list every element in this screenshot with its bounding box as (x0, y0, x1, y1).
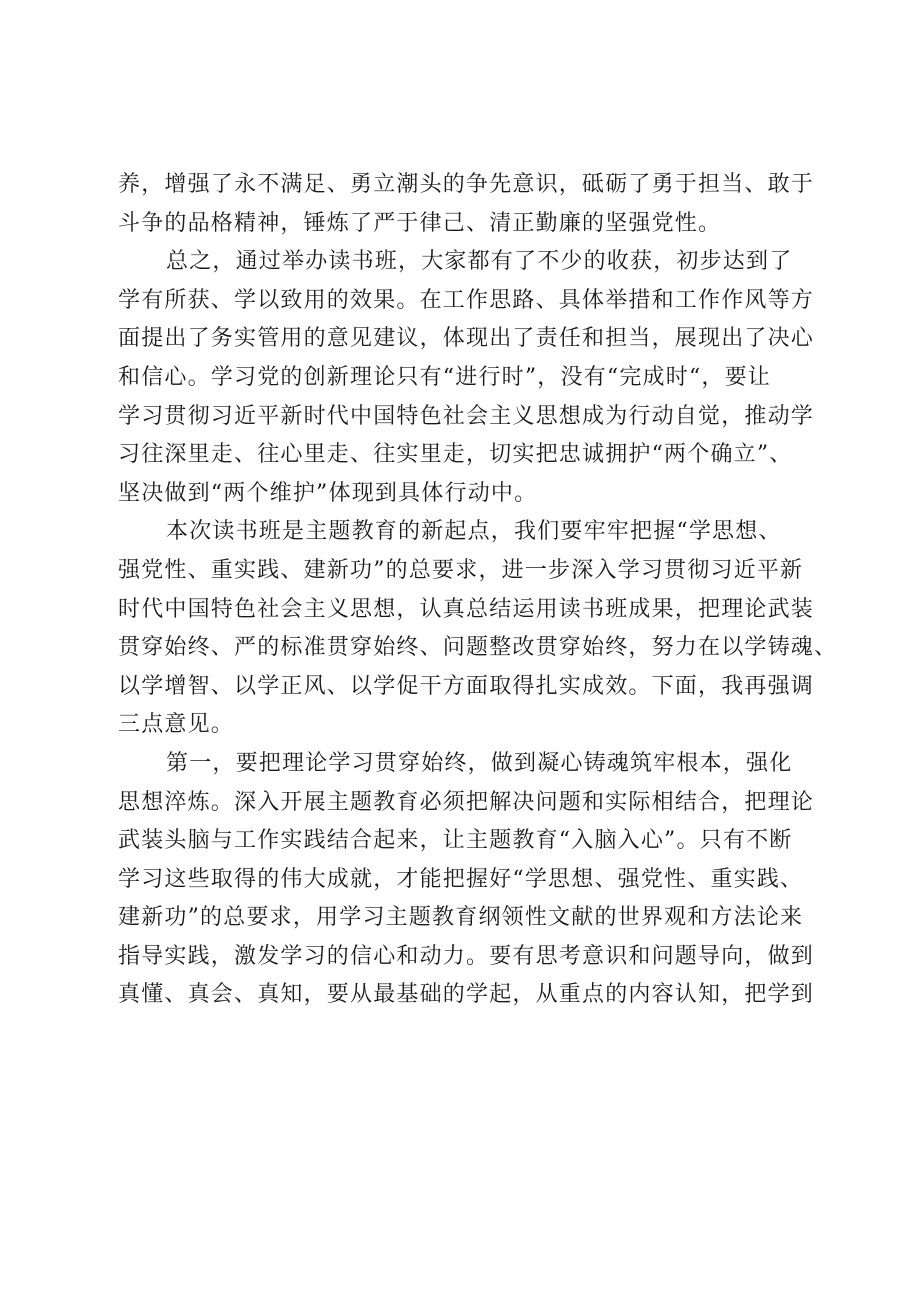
text-line: 指导实践，激发学习的信心和动力。要有思考意识和问题导向，做到 (118, 943, 815, 969)
text-line: 习往深里走、往心里走、往实里走，切实把忠诚拥护“两个确立”、 (118, 442, 793, 468)
text-line: 斗争的品格精神，锤炼了严于律己、清正勤廉的坚强党性。 (118, 210, 722, 236)
text-line: 面提出了务实管用的意见建议，体现出了责任和担当，展现出了决心 (118, 326, 815, 352)
text-line: 强党性、重实践、建新功”的总要求，进一步深入学习贯彻习近平新 (118, 557, 804, 583)
text-line: 坚决做到“两个维护”体现到具体行动中。 (118, 480, 538, 506)
paragraph-start-line: 第一，要把理论学习贯穿始终，做到凝心铸魂筑牢根本，强化 (166, 750, 793, 776)
document-body (118, 166, 838, 1015)
text-line: 和信心。学习党的创新理论只有“进行时”，没有“完成时“，要让 (118, 364, 771, 390)
text-line: 养，增强了永不满足、勇立潮头的争先意识，砥砺了勇于担当、敢于 (118, 172, 815, 197)
text-line: 三点意见。 (118, 712, 235, 738)
text-line: 学有所获、学以致用的效果。在工作思路、具体举措和工作作风等方 (118, 287, 815, 313)
text-line: 以学增智、以学正风、以学促干方面取得扎实成效。下面，我再强调 (118, 673, 815, 699)
paragraph-start-line: 本次读书班是主题教育的新起点，我们要牢牢把握“学思想、 (166, 519, 782, 545)
paragraph-start-line: 总之，通过举办读书班，大家都有了不少的收获，初步达到了 (166, 249, 793, 275)
text-line: 思想淬炼。深入开展主题教育必须把解决问题和实际相结合，把理论 (118, 789, 815, 815)
text-line: 学习这些取得的伟大成就，才能把握好“学思想、强党性、重实践、 (118, 866, 804, 892)
text-line: 真懂、真会、真知，要从最基础的学起，从重点的内容认知，把学到 (118, 982, 815, 1008)
text-line: 时代中国特色社会主义思想，认真总结运用读书班成果，把理论武装 (118, 596, 815, 622)
text-line: 学习贯彻习近平新时代中国特色社会主义思想成为行动自觉，推动学 (118, 403, 815, 429)
text-line: 武装头脑与工作实践结合起来，让主题教育“入脑入心”。只有不断 (118, 828, 793, 854)
text-line: 建新功”的总要求，用学习主题教育纲领性文献的世界观和方法论来 (118, 905, 804, 931)
text-line: 贯穿始终、严的标准贯穿始终、问题整改贯穿始终，努力在以学铸魂、 (118, 635, 838, 661)
